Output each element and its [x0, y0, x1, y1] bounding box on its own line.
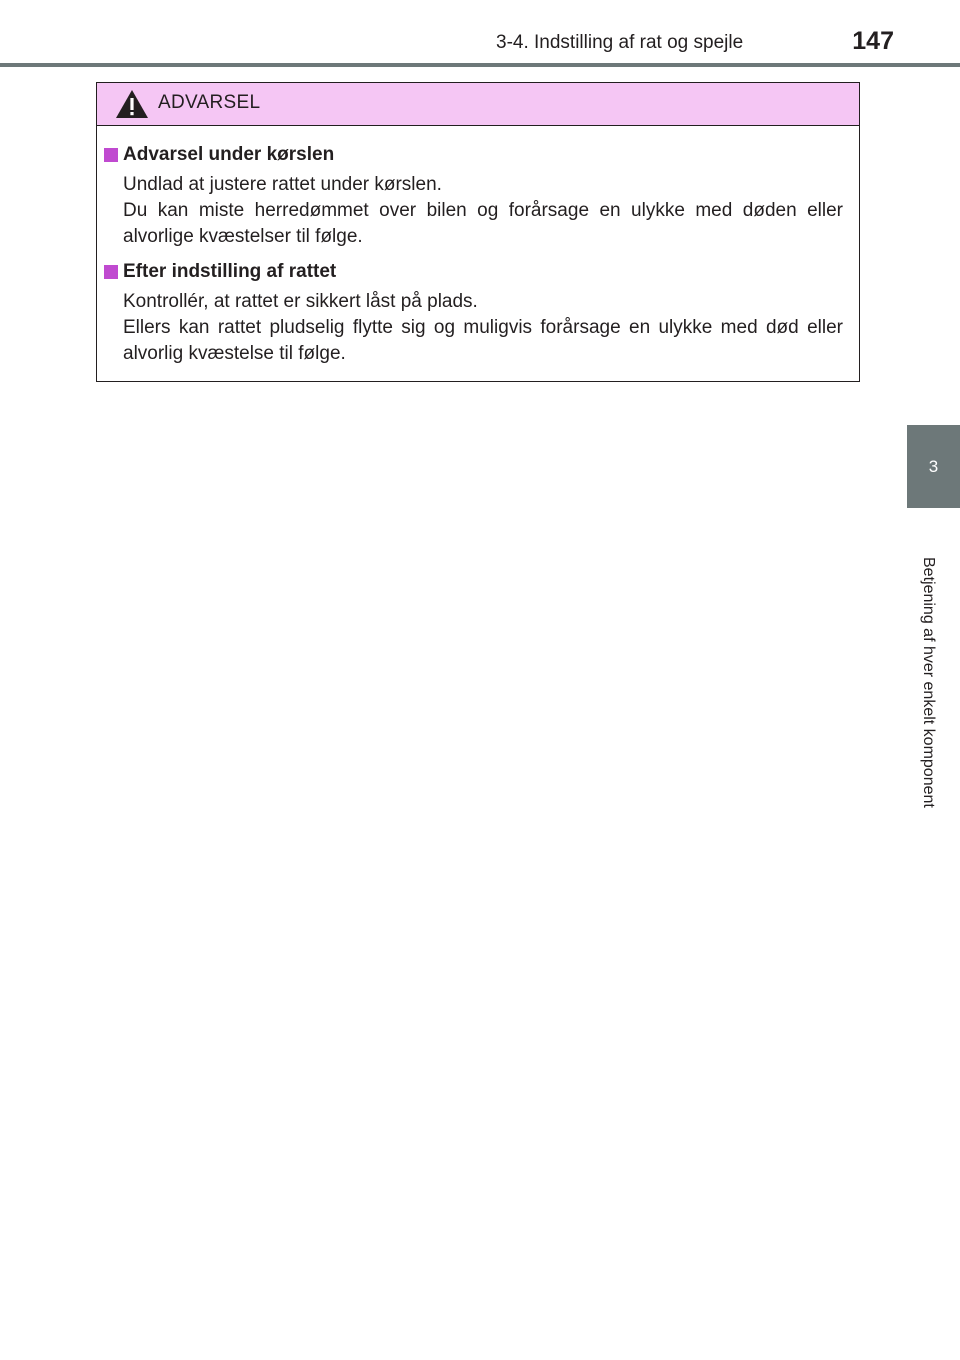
warning-triangle-icon	[115, 89, 149, 119]
warning-item	[104, 259, 843, 367]
warning-title: ADVARSEL	[158, 92, 261, 113]
square-bullet-icon	[104, 265, 118, 279]
warning-item-heading	[104, 142, 843, 168]
warning-box	[96, 82, 860, 382]
chapter-label	[917, 520, 939, 845]
warning-item-text: Du kan miste herredømmet over bilen og forårsage en ulykke med døden eller alvorlige kvæstelser til følge.	[123, 200, 843, 247]
warning-item-heading	[104, 259, 843, 285]
page-number: 147	[852, 27, 894, 55]
square-bullet-icon	[104, 148, 118, 162]
chapter-tab	[907, 425, 960, 508]
warning-header	[97, 83, 859, 126]
header-rule	[0, 63, 960, 67]
chapter-label-text: Betjening af hver enkelt komponent	[920, 557, 937, 808]
warning-item	[104, 142, 843, 250]
warning-item-text: Ellers kan rattet pludselig flytte sig og muligvis forårsage en ulykke med død eller alvorlig kvæstelse til følge.	[123, 317, 843, 364]
section-title: 3-4. Indstilling af rat og spejle	[496, 32, 744, 53]
chapter-tab-number: 3	[928, 456, 939, 476]
warning-item-text: Undlad at justere rattet under kørslen.	[123, 174, 442, 195]
warning-body	[97, 126, 859, 367]
warning-item-text: Kontrollér, at rattet er sikkert låst på plads.	[123, 291, 478, 312]
warning-item-heading-text: Advarsel under kørslen	[123, 144, 335, 165]
warning-item-heading-text: Efter indstilling af rattet	[123, 261, 337, 282]
